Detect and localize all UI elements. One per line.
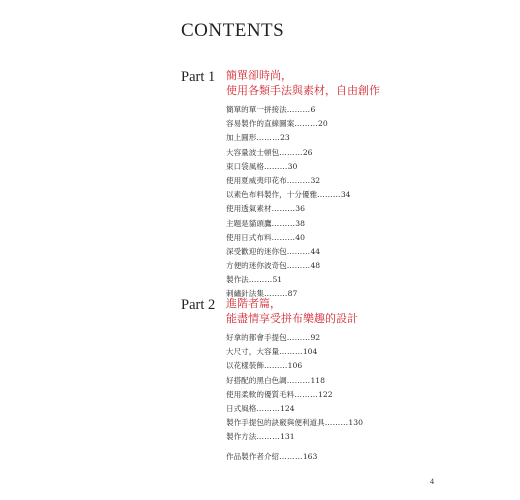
toc-entry-page: 34 bbox=[340, 190, 351, 200]
toc-entry-leader-dots: ……… bbox=[294, 389, 319, 399]
toc-entry[interactable] bbox=[226, 416, 363, 430]
toc-entry[interactable] bbox=[226, 103, 350, 117]
toc-entry-page: 87 bbox=[287, 289, 298, 299]
toc-entry-leader-dots: ……… bbox=[263, 361, 288, 371]
toc-entry-leader-dots: ……… bbox=[286, 375, 311, 385]
toc-entry-title: 製作方法 bbox=[226, 432, 257, 442]
toc-entry-leader-dots: ……… bbox=[271, 232, 296, 242]
toc-entry-title: 製作法 bbox=[226, 275, 249, 285]
toc-entry-leader-dots: ……… bbox=[279, 347, 303, 357]
toc-entry-leader-dots: ……… bbox=[286, 105, 311, 114]
toc-entry-title: 方便的迷你波奇包 bbox=[226, 261, 287, 271]
toc-entry[interactable] bbox=[226, 430, 363, 444]
part-2-heading-line-1: 進階者篇， bbox=[226, 297, 281, 310]
page-title: CONTENTS bbox=[181, 20, 285, 41]
toc-entry[interactable] bbox=[226, 174, 350, 188]
toc-entry-title: 深受歡迎的迷你包 bbox=[226, 246, 287, 256]
toc-entry-leader-dots: ……… bbox=[279, 452, 303, 461]
toc-entry[interactable] bbox=[226, 146, 350, 160]
toc-entry-leader-dots: ……… bbox=[286, 175, 311, 185]
toc-entry-page: 6 bbox=[310, 105, 316, 114]
toc-entry-page: 40 bbox=[295, 232, 305, 242]
toc-entry-leader-dots: ……… bbox=[286, 261, 311, 271]
part-2-heading bbox=[226, 296, 358, 326]
toc-entry-title: 簡單的單一拼接法 bbox=[226, 105, 287, 114]
toc-entry[interactable] bbox=[226, 245, 350, 259]
toc-entry-leader-dots: ……… bbox=[286, 246, 311, 256]
toc-entry[interactable] bbox=[226, 388, 363, 402]
toc-entry[interactable] bbox=[226, 117, 350, 131]
part-1-heading-line-2: 使用各類手法與素材，自由創作 bbox=[226, 84, 380, 97]
toc-entry-page: 118 bbox=[310, 375, 325, 385]
toc-entry-page: 106 bbox=[287, 361, 303, 371]
toc-entry[interactable] bbox=[226, 359, 363, 373]
part-1-label: Part 1 bbox=[181, 69, 216, 85]
toc-entry-leader-dots: ……… bbox=[317, 190, 341, 200]
toc-entry-title: 容易製作的直線圖案 bbox=[226, 119, 295, 129]
toc-entry[interactable] bbox=[226, 217, 350, 231]
toc-entry-page: 124 bbox=[280, 403, 295, 413]
toc-entry-leader-dots: ……… bbox=[256, 432, 281, 442]
toc-entry-leader-dots: ……… bbox=[324, 418, 349, 428]
toc-entry-page: 26 bbox=[302, 147, 313, 157]
toc-entry[interactable] bbox=[226, 374, 363, 388]
toc-entry-page: 38 bbox=[295, 218, 305, 228]
page-number: 4 bbox=[430, 477, 434, 486]
toc-entry[interactable] bbox=[226, 188, 350, 202]
toc-entry-title: 使用夏威夷印花布 bbox=[226, 175, 287, 185]
toc-entry-page: 131 bbox=[280, 432, 295, 442]
toc-entry-makers[interactable] bbox=[226, 450, 317, 464]
toc-entry-leader-dots: ……… bbox=[294, 119, 319, 129]
toc-entry[interactable] bbox=[226, 273, 350, 287]
toc-entry-leader-dots: ……… bbox=[256, 133, 281, 143]
toc-entry-title: 日式風格 bbox=[226, 403, 257, 413]
toc-entry-title: 大容量波士頓包 bbox=[226, 147, 280, 157]
toc-entry-title: 使用日式布料 bbox=[226, 232, 272, 242]
toc-entry-page: 163 bbox=[302, 452, 318, 461]
toc-entry-page: 92 bbox=[310, 333, 321, 342]
toc-entry-page: 51 bbox=[272, 275, 283, 285]
part-1-heading bbox=[226, 68, 380, 98]
toc-entry-title: 使用柔軟的優質毛料 bbox=[226, 389, 295, 399]
toc-entry[interactable] bbox=[226, 259, 350, 273]
toc-entry-leader-dots: ……… bbox=[263, 289, 288, 299]
toc-entry[interactable] bbox=[226, 202, 350, 216]
toc-entry-page: 44 bbox=[310, 246, 321, 256]
part-1-heading-line-1: 簡單卻時尚， bbox=[226, 69, 292, 82]
toc-entry-leader-dots: ……… bbox=[248, 275, 273, 285]
part-1-toc-list bbox=[226, 103, 350, 302]
toc-entry-leader-dots: ……… bbox=[256, 403, 281, 413]
toc-entry-title: 好搭配的黑白色調 bbox=[226, 375, 287, 385]
toc-entry-leader-dots: ……… bbox=[263, 161, 288, 171]
toc-entry-leader-dots: ……… bbox=[271, 218, 296, 228]
toc-entry[interactable] bbox=[226, 160, 350, 174]
toc-entry[interactable] bbox=[226, 131, 350, 145]
toc-entry-title: 好拿的都會手提包 bbox=[226, 333, 287, 342]
toc-entry-title: 大尺寸，大容量 bbox=[226, 347, 280, 357]
toc-entry-page: 32 bbox=[310, 175, 321, 185]
toc-entry-page: 23 bbox=[280, 133, 290, 143]
part-2-toc-list bbox=[226, 331, 363, 445]
toc-entry[interactable] bbox=[226, 331, 363, 345]
toc-entry-leader-dots: ……… bbox=[271, 204, 296, 214]
toc-entry[interactable] bbox=[226, 231, 350, 245]
toc-entry-title: 以素色布料製作，十分優雅 bbox=[226, 190, 318, 200]
toc-entry[interactable] bbox=[226, 345, 363, 359]
toc-entry-page: 104 bbox=[302, 347, 318, 357]
part-2-heading-line-2: 能盡情享受拼布樂趣的設計 bbox=[226, 312, 358, 325]
toc-entry-title: 刺繡針法集 bbox=[226, 289, 264, 299]
toc-entry-page: 30 bbox=[287, 161, 298, 171]
toc-entry-leader-dots: ……… bbox=[279, 147, 303, 157]
toc-entry-title: 束口袋風格 bbox=[226, 161, 264, 171]
toc-entry-title: 製作手提包的訣竅與便利道具 bbox=[226, 418, 325, 428]
toc-entry-page: 48 bbox=[310, 261, 321, 271]
toc-entry-page: 20 bbox=[318, 119, 328, 129]
toc-entry-page: 130 bbox=[348, 418, 363, 428]
toc-entry-title: 加上圓形 bbox=[226, 133, 257, 143]
toc-entry-page: 122 bbox=[318, 389, 333, 399]
toc-entry-title: 以花樣裝飾 bbox=[226, 361, 264, 371]
toc-entry-page: 36 bbox=[295, 204, 305, 214]
toc-entry-leader-dots: ……… bbox=[286, 333, 311, 342]
toc-entry-title: 使用透氣素材 bbox=[226, 204, 272, 214]
part-2-label: Part 2 bbox=[181, 297, 216, 313]
toc-entry-title: 主題是貓頭鷹 bbox=[226, 218, 272, 228]
toc-entry[interactable] bbox=[226, 402, 363, 416]
toc-entry-title: 作品製作者介紹 bbox=[226, 452, 280, 461]
